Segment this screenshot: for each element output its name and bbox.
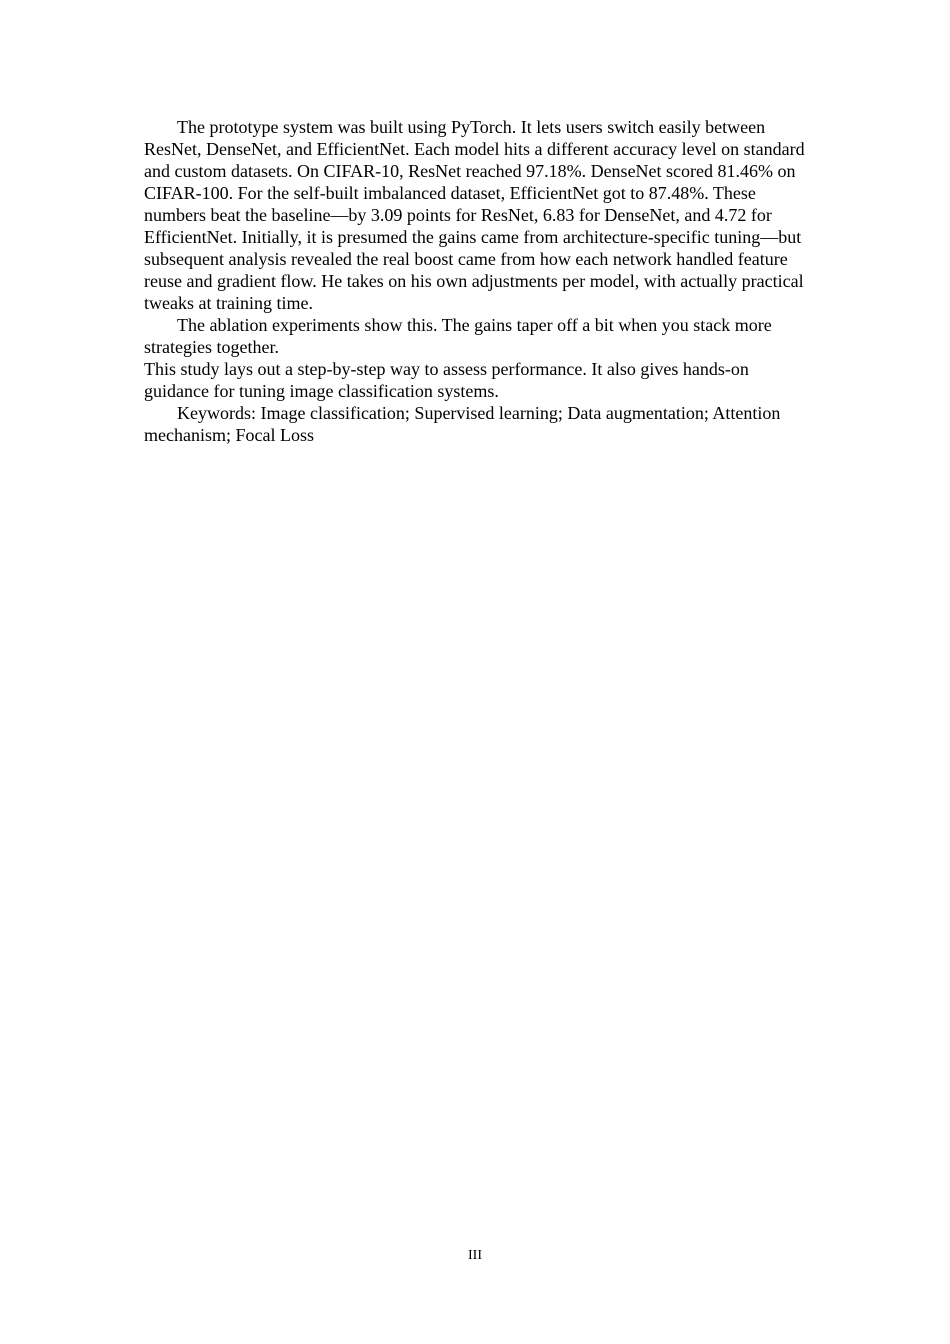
paragraph-conclusion: This study lays out a step-by-step way to assess performance. It also gives hands-on guidance for tuning image classification systems. <box>144 359 749 401</box>
page-number: III <box>468 1248 482 1263</box>
abstract-body <box>144 116 810 446</box>
keywords-line: Keywords: Image classification; Supervised learning; Data augmentation; Attention mechanism; Focal Loss <box>144 403 781 445</box>
paragraph-results: The prototype system was built using PyTorch. It lets users switch easily between ResNet, DenseNet, and EfficientNet. Each model hits a different accuracy level on standard and custom datasets. On CIFAR-10, ResNet reached 97.18%. DenseNet scored 81.46% on CIFAR-100. For the self-built imbalanced dataset, EfficientNet got to 87.48%. These numbers beat the baseline—by 3.09 points for ResNet, 6.83 for DenseNet, and 4.72 for EfficientNet. Initially, it is presumed the gains came from architecture-specific tuning—but subsequent analysis revealed the real boost came from how each network handled feature reuse and gradient flow. He takes on his own adjustments per model, with actually practical tweaks at training time. <box>144 117 805 313</box>
paragraph-ablation: The ablation experiments show this. The gains taper off a bit when you stack more strategies together. <box>144 315 772 357</box>
